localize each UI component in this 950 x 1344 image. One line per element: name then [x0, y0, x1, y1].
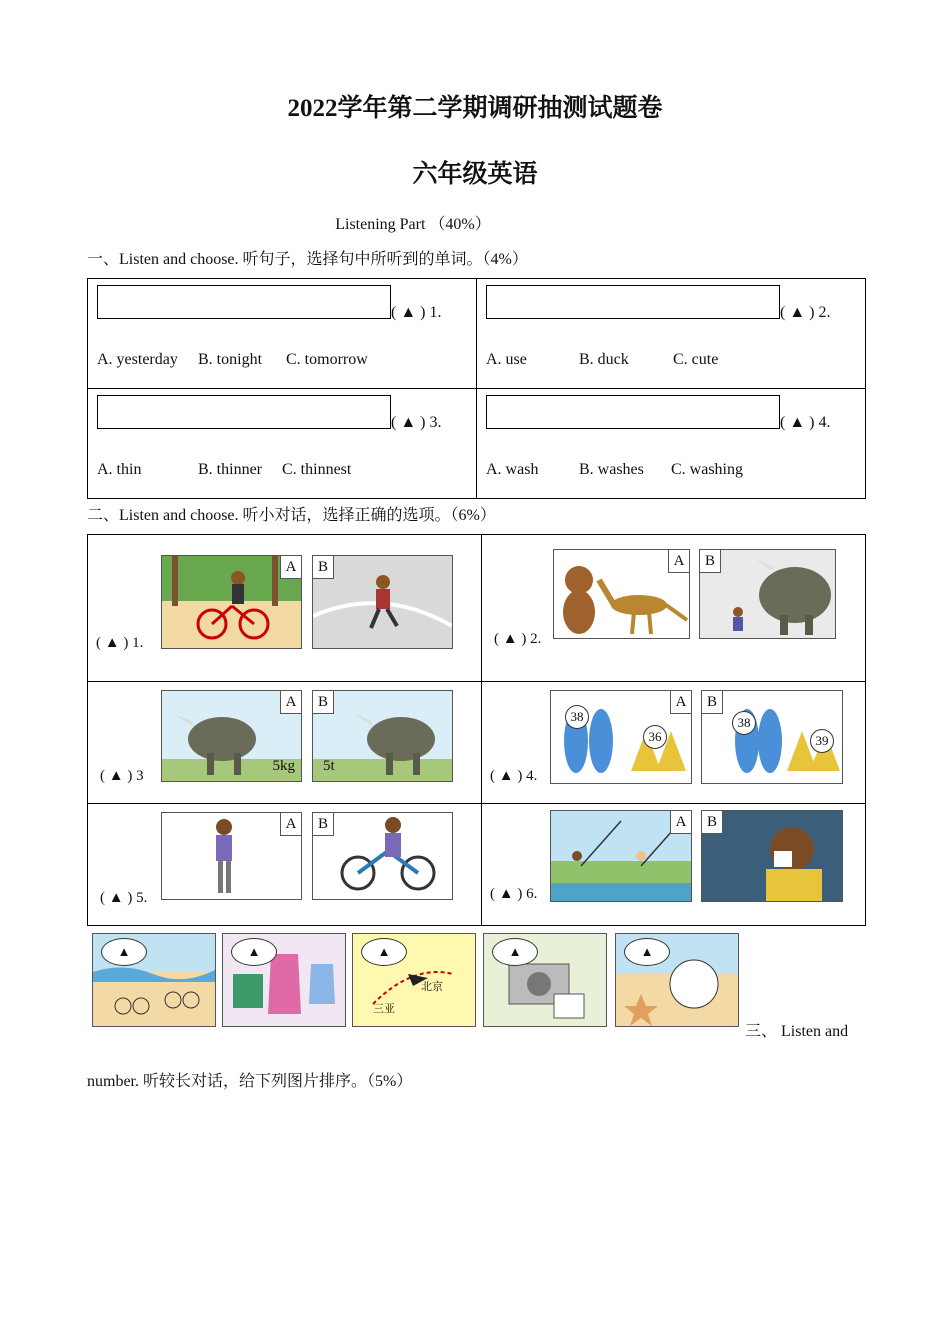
- option-b-tag: B: [313, 556, 334, 579]
- s2-cell-4: [482, 682, 866, 804]
- section1-heading: 一、Listen and choose. 听句子，选择句中所听到的单词。（4%）: [87, 251, 528, 268]
- picture-triceratops-5t[interactable]: [312, 690, 453, 782]
- option-a[interactable]: A. use: [486, 351, 527, 368]
- map-label-sanya: 三亚: [373, 1002, 395, 1015]
- section3-heading-part2: number. 听较长对话，给下列图片排序。（5%）: [87, 1073, 413, 1090]
- size-badge: 38: [565, 705, 589, 729]
- question-label: ( ▲ ) 4.: [780, 414, 831, 431]
- picture-teddy-dinosaur[interactable]: [553, 549, 690, 639]
- section3-heading-part1: 三、 Listen and: [745, 1023, 849, 1040]
- option-b-tag: B: [702, 691, 723, 714]
- size-badge: 38: [732, 711, 756, 735]
- option-a[interactable]: A. yesterday: [97, 351, 178, 368]
- number-blank[interactable]: ▲: [492, 938, 538, 966]
- option-a-tag: A: [280, 813, 301, 836]
- picture-fishing[interactable]: [550, 810, 692, 902]
- picture-boy-bike[interactable]: [312, 812, 453, 900]
- answer-blank[interactable]: [97, 395, 391, 429]
- number-blank[interactable]: ▲: [361, 938, 407, 966]
- option-a-tag: A: [670, 691, 691, 714]
- section1-table: [87, 278, 866, 499]
- answer-blank[interactable]: [486, 395, 780, 429]
- option-a-tag: A: [670, 811, 691, 834]
- option-c[interactable]: C. thinnest: [282, 461, 352, 478]
- option-a-tag: A: [280, 691, 301, 714]
- section2-heading: 二、Listen and choose. 听小对话，选择正确的选项。（6%）: [87, 507, 496, 524]
- picture-triceratops-5kg[interactable]: [161, 690, 302, 782]
- s2-cell-2: [482, 535, 866, 682]
- seq-picture-beach-ball[interactable]: [615, 933, 739, 1027]
- number-blank[interactable]: ▲: [624, 938, 670, 966]
- seq-picture-flight-map[interactable]: [352, 933, 476, 1027]
- option-c[interactable]: C. tomorrow: [286, 351, 368, 368]
- section2-table: [87, 534, 866, 926]
- option-c[interactable]: C. washing: [671, 461, 743, 478]
- picture-shoes-a[interactable]: [550, 690, 692, 784]
- option-b[interactable]: B. thinner: [198, 461, 262, 478]
- s2-cell-1: [88, 535, 482, 682]
- seq-picture-swimwear[interactable]: [222, 933, 346, 1027]
- option-c[interactable]: C. cute: [673, 351, 719, 368]
- picture-cycling[interactable]: [161, 555, 302, 649]
- seq-picture-beach-bikes[interactable]: [92, 933, 216, 1027]
- question-label: ( ▲ ) 4.: [490, 768, 538, 784]
- question-label: ( ▲ ) 2.: [780, 304, 831, 321]
- s1-cell-2: [477, 279, 866, 389]
- question-label: ( ▲ ) 6.: [490, 886, 538, 902]
- question-label: ( ▲ ) 1.: [391, 304, 442, 321]
- option-b-tag: B: [700, 550, 721, 573]
- number-blank[interactable]: ▲: [231, 938, 277, 966]
- s2-cell-5: [88, 804, 482, 926]
- s1-cell-3: [88, 389, 477, 499]
- option-b[interactable]: B. washes: [579, 461, 644, 478]
- size-badge: 36: [643, 725, 667, 749]
- option-a-tag: A: [280, 556, 301, 579]
- s1-cell-1: [88, 279, 477, 389]
- picture-boy-triceratops[interactable]: [699, 549, 836, 639]
- option-a-tag: A: [668, 550, 689, 573]
- number-blank[interactable]: ▲: [101, 938, 147, 966]
- question-label: ( ▲ ) 3.: [391, 414, 442, 431]
- s2-cell-6: [482, 804, 866, 926]
- question-label: ( ▲ ) 5.: [100, 890, 148, 906]
- option-b[interactable]: B. duck: [579, 351, 629, 368]
- option-b-tag: B: [702, 811, 723, 834]
- option-a[interactable]: A. thin: [97, 461, 142, 478]
- option-b-tag: B: [313, 691, 334, 714]
- size-badge: 39: [810, 729, 834, 753]
- option-a[interactable]: A. wash: [486, 461, 539, 478]
- picture-boy-sneezing[interactable]: [701, 810, 843, 902]
- question-label: ( ▲ ) 3: [100, 768, 144, 784]
- answer-blank[interactable]: [486, 285, 780, 319]
- option-b[interactable]: B. tonight: [198, 351, 263, 368]
- map-label-beijing: 北京: [421, 980, 443, 993]
- page-subtitle: 六年级英语: [412, 161, 538, 188]
- weight-label-b: 5t: [323, 758, 335, 774]
- question-label: ( ▲ ) 2.: [494, 631, 542, 647]
- picture-boy-walking[interactable]: [161, 812, 302, 900]
- s1-cell-4: [477, 389, 866, 499]
- answer-blank[interactable]: [97, 285, 391, 319]
- question-label: ( ▲ ) 1.: [96, 635, 144, 651]
- seq-picture-camera[interactable]: [483, 933, 607, 1027]
- part-label: Listening Part （40%）: [335, 216, 491, 233]
- s2-cell-3: [88, 682, 482, 804]
- weight-label-a: 5kg: [272, 758, 295, 774]
- page-title: 2022学年第二学期调研抽测试题卷: [287, 95, 663, 122]
- picture-shoes-b[interactable]: [701, 690, 843, 784]
- option-b-tag: B: [313, 813, 334, 836]
- picture-skating[interactable]: [312, 555, 453, 649]
